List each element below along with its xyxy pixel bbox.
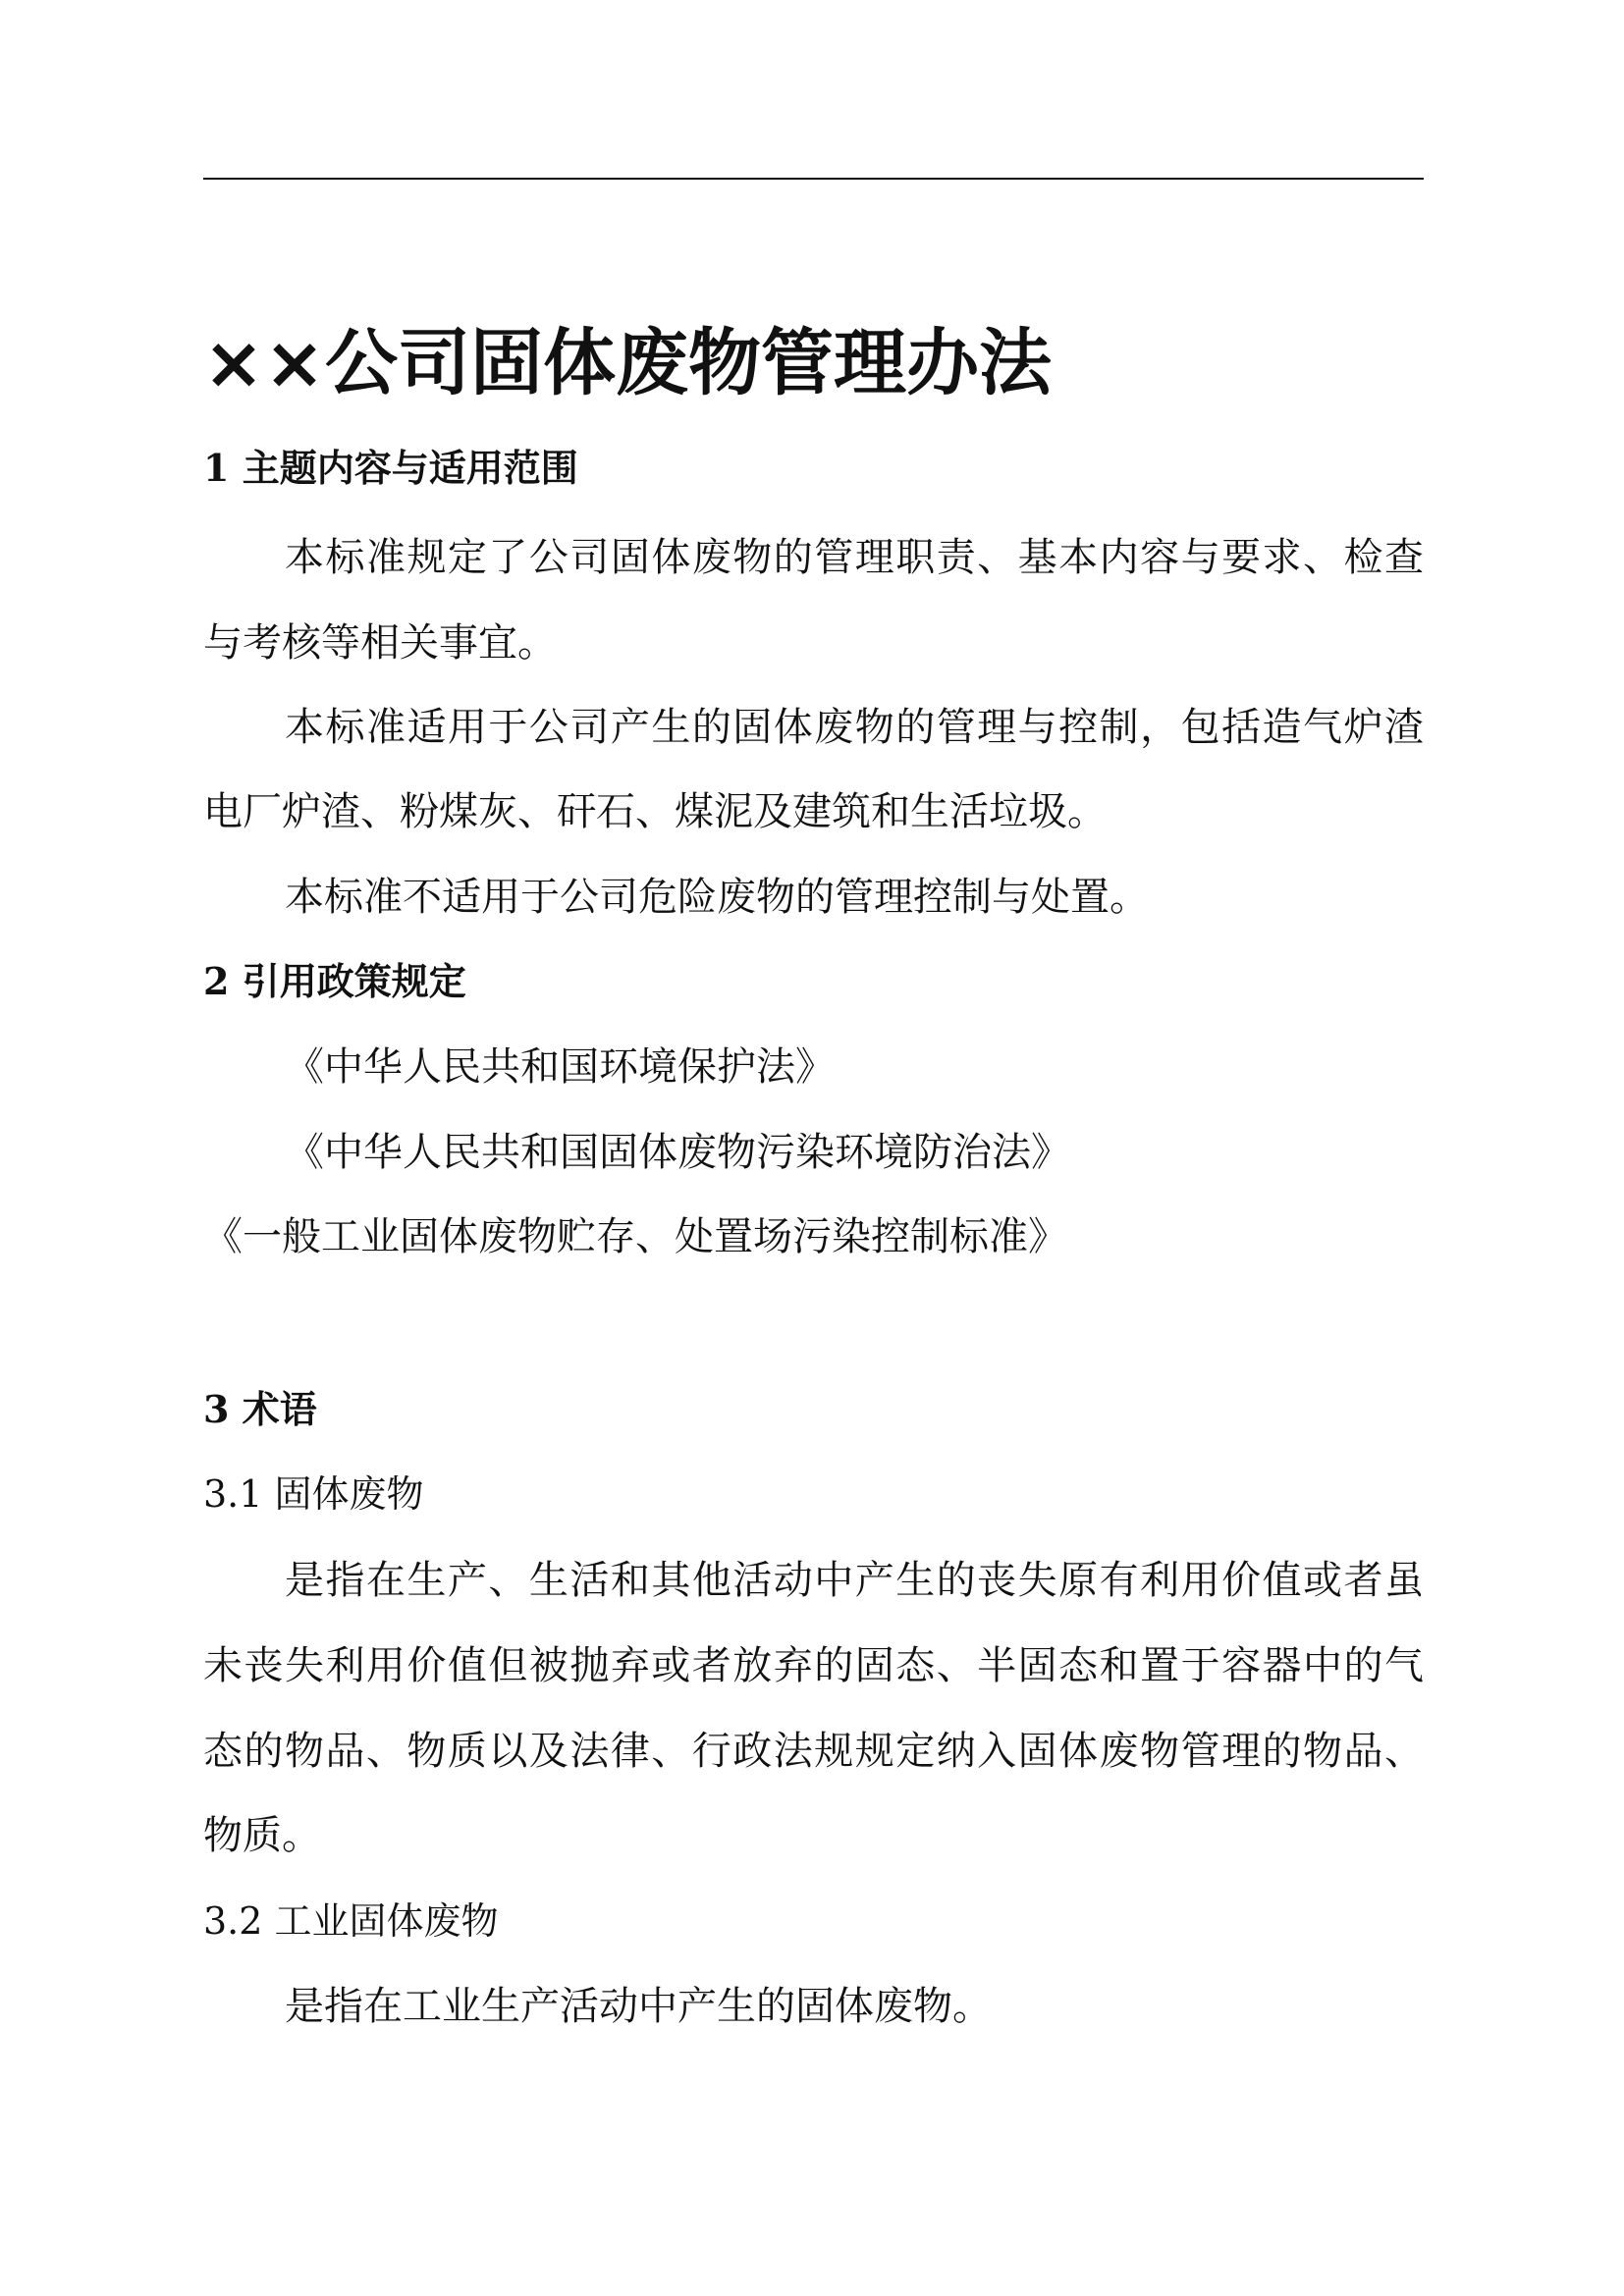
term-3-2-number: 3.2 <box>203 1899 263 1943</box>
document-page <box>203 0 1424 2296</box>
section-3-number: 3 <box>203 1387 230 1431</box>
term-3-1-number: 3.1 <box>203 1472 263 1516</box>
section-2-heading <box>203 954 466 1009</box>
section-1-paragraph-2-line-2: 电厂炉渣、粉煤灰、矸石、煤泥及建筑和生活垃圾。 <box>203 789 1107 834</box>
section-1-paragraph-3-line-1: 本标准不适用于公司危险废物的管理控制与处置。 <box>285 875 1149 920</box>
term-3-1-name: 固体废物 <box>274 1472 424 1516</box>
document-title: ××公司固体废物管理办法 <box>203 321 1053 405</box>
term-3-1-definition-line-4: 物质。 <box>203 1813 321 1858</box>
section-1-heading-text: 主题内容与适用范围 <box>242 447 578 490</box>
section-2-number: 2 <box>203 959 230 1003</box>
reference-solid-waste-law: 《中华人民共和国固体废物污染环境防治法》 <box>285 1130 1070 1175</box>
term-3-2-name: 工业固体废物 <box>274 1899 499 1943</box>
section-1-paragraph-1-line-1: 本标准规定了公司固体废物的管理职责、基本内容与要求、检查 <box>285 535 1424 580</box>
section-3-heading <box>203 1382 317 1437</box>
term-3-1-definition-line-1: 是指在生产、生活和其他活动中产生的丧失原有利用价值或者虽 <box>285 1558 1424 1603</box>
section-2-heading-text: 引用政策规定 <box>242 960 466 1003</box>
reference-environment-protection-law: 《中华人民共和国环境保护法》 <box>285 1044 835 1090</box>
header-rule <box>203 178 1424 180</box>
term-3-1-definition-line-3: 态的物品、物质以及法律、行政法规规定纳入固体废物管理的物品、 <box>203 1729 1424 1774</box>
section-1-paragraph-1-line-2: 与考核等相关事宜。 <box>203 620 557 666</box>
term-3-1-definition-line-2: 未丧失利用价值但被抛弃或者放弃的固态、半固态和置于容器中的气 <box>203 1643 1424 1688</box>
term-3-2-heading <box>203 1894 499 1949</box>
section-1-paragraph-2-line-1: 本标准适用于公司产生的固体废物的管理与控制，包括造气炉渣 <box>285 705 1424 750</box>
term-3-1-heading <box>203 1467 424 1522</box>
term-3-2-definition-line-1: 是指在工业生产活动中产生的固体废物。 <box>285 1984 992 2029</box>
section-1-number: 1 <box>203 446 230 490</box>
section-1-heading <box>203 441 578 496</box>
reference-industrial-solid-waste-standard: 《一般工业固体废物贮存、处置场污染控制标准》 <box>203 1214 1067 1259</box>
section-3-heading-text: 术语 <box>242 1388 317 1431</box>
